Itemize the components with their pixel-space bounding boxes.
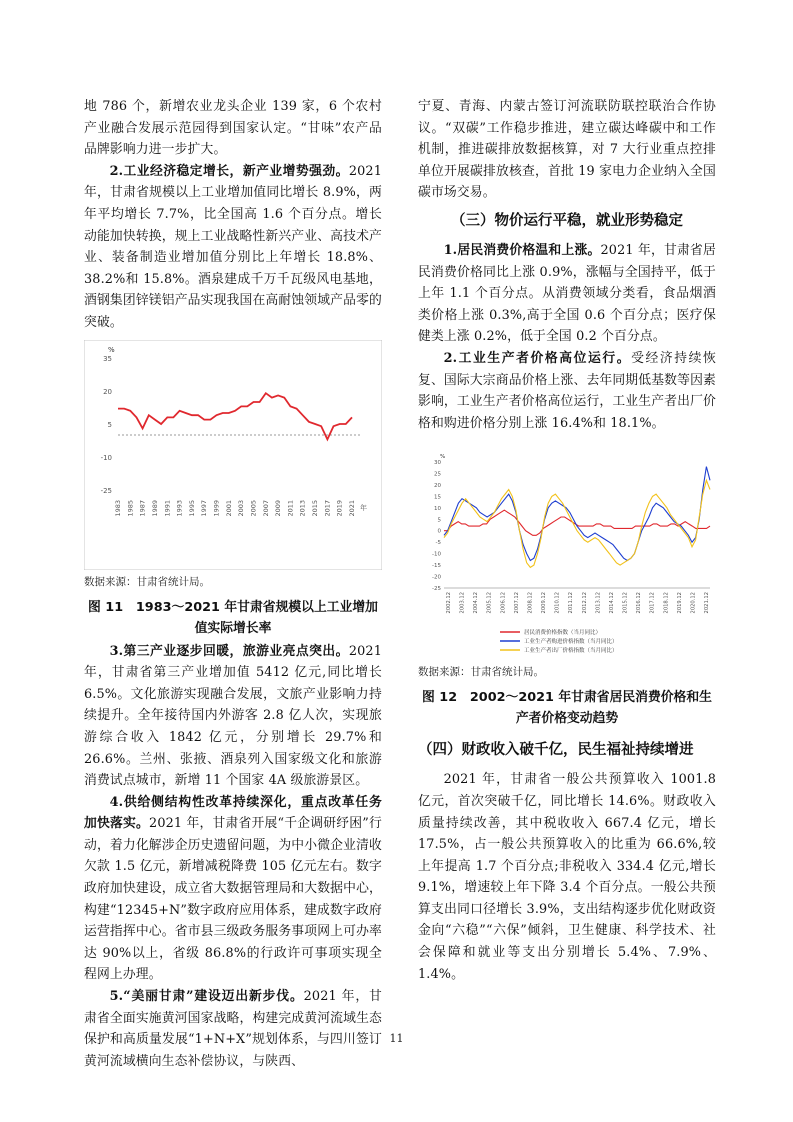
figure-12-caption: 图 12 2002～2021 年甘肃省居民消费价格和生产者价格变动趋势	[422, 690, 712, 727]
figure-11-x-tick-label: 1991	[163, 499, 172, 517]
figure-12-x-tick-label: 2008.12	[527, 592, 534, 614]
figure-12-x-tick-label: 2003.12	[459, 592, 466, 614]
paragraph-cpi	[418, 240, 716, 348]
figure-11-unit-label: %	[108, 345, 115, 354]
figure-12-y-tick-label: 10	[434, 506, 441, 513]
heading-ppi: 2.工业生产者价格高位运行。	[443, 350, 632, 366]
heading-industry: 2.工业经济稳定增长，新产业增势强劲。	[109, 163, 349, 179]
figure-11-x-tick-label: 2017	[323, 499, 332, 517]
paragraph-agriculture: 地 786 个，新增农业龙头企业 139 家，6 个农村产业融合发展示范园得到国家认定。“甘味”农产品品牌影响力进一步扩大。	[84, 99, 382, 158]
figure-12-y-tick-label: 0	[437, 529, 441, 536]
figure-12-legend-label: 居民消费价格指数（当月同比）	[524, 630, 602, 637]
figure-11-x-tick-label: 2011	[286, 499, 295, 517]
figure-12-line-chart	[418, 450, 716, 660]
figure-11-y-tick-label: 20	[103, 387, 112, 396]
figure-12-y-tick-label: 20	[434, 483, 441, 490]
figure-12-x-tick-label: 2015.12	[622, 592, 629, 614]
figure-12-source: 数据来源：甘肃省统计局。	[418, 666, 544, 679]
figure-11-x-tick-label: 2013	[298, 499, 307, 517]
text-industry: 2021 年，甘肃省规模以上工业增加值同比增长 8.9%，两年平均增长 7.7%，比全国高 1.6 个百分点。增长动能加快转换，规上工业战略性新兴产业、高技术产业、装备制造业增加值分别比上年增长 18.8%、38.2%和 15.8%。酒泉建成千万千瓦级风电基地，酒钢集团锌镁铝产品实现我国在高耐蚀领域产品零的突破。	[84, 163, 382, 330]
paragraph-industry	[84, 161, 382, 334]
figure-11-x-tick-label: 2001	[224, 499, 233, 517]
paragraph-beautiful-gansu	[84, 986, 382, 1072]
figure-11-caption: 图 11 1983～2021 年甘肃省规模以上工业增加值实际增长率	[88, 599, 378, 636]
page-number: 11	[389, 1032, 404, 1045]
figure-12-y-tick-label: 5	[437, 517, 441, 524]
text-tertiary: 2021 年，甘肃省第三产业增加值 5412 亿元,同比增长 6.5%。文化旅游实现融合发展，文旅产业影响力持续提升。全年接待国内外游客 2.8 亿人次，实现旅游综合收入 1842 亿元，分别增长 29.7%和 26.6%。兰州、张掖、酒泉列入国家级文化和旅游消费试点城市，新增 11 个国家 4A 级旅游景区。	[84, 643, 382, 789]
paragraph-fiscal: 2021 年，甘肃省一般公共预算收入 1001.8 亿元，首次突破千亿，同比增长 14.6%。财政收入质量持续改善，其中税收收入 667.4 亿元，增长 17.5%，占一般公共预算收入的比重为 66.6%,较上年提高 1.7 个百分点;非税收入 334.4 亿元,增长 9.1%，增速较上年下降 3.4 个百分点。一般公共预算支出同口径增长 3.9%，支出结构逐步优化财政资金向“六稳”“六保”倾斜，卫生健康、科学技术、社会保障和就业等支出分别增长 5.4%、7.9%、1.4%。	[418, 772, 716, 982]
figure-12-y-tick-label: -20	[432, 574, 441, 581]
figure-12-x-tick-label: 2014.12	[608, 592, 615, 614]
figure-12-x-tick-label: 2012.12	[581, 592, 588, 614]
text-cpi: 2021 年，甘肃省居民消费价格同比上涨 0.9%，涨幅与全国持平，低于上年 1.1 个百分点。从消费领域分类看，食品烟酒类价格上涨 0.3%,高于全国 0.6 个百分点；医疗保健类上涨 0.2%，低于全国 0.2 个百分点。	[418, 242, 716, 345]
figure-11-y-tick-label: 35	[103, 354, 112, 363]
figure-12-legend-label: 工业生产者购进价格指数（当月同比）	[524, 639, 618, 646]
text-ppi: 受经济持续恢复、国际大宗商品价格上涨、去年同期低基数等因素影响，工业生产者价格高位运行，工业生产者出厂价格和购进价格分别上涨 16.4%和 18.1%。	[418, 350, 716, 431]
figure-11-x-tick-label: 2005	[249, 499, 258, 517]
text-beautiful-gansu: 2021 年，甘肃省全面实施黄河国家战略，构建完成黄河流域生态保护和高质量发展“1+N+X”规划体系，与四川签订黄河流域横向生态补偿协议，与陕西、	[84, 989, 382, 1069]
figure-12-y-tick-label: -15	[432, 563, 441, 570]
figure-12-y-tick-label: 15	[434, 494, 441, 501]
figure-11-line-chart	[84, 340, 382, 570]
paragraph-continuation: 宁夏、青海、内蒙古签订河流联防联控联治合作协议。“双碳”工作稳步推进，建立碳达峰碳中和工作机制，推进碳排放数据核算，对 7 大行业重点控排单位开展碳排放核查，首批 19 家电力企业纳入全国碳市场交易。	[418, 99, 716, 201]
paragraph-reform	[84, 792, 382, 986]
figure-11-x-tick-label: 2009	[274, 499, 283, 517]
section-4-title: （四）财政收入破千亿，民生福祉持续增进	[418, 742, 694, 759]
figure-11-x-tick-label: 1999	[212, 499, 221, 517]
figure-12-y-tick-label: -5	[435, 540, 441, 547]
figure-11-x-tick-label: 2015	[311, 499, 320, 517]
figure-11-x-tick-label: 1995	[187, 499, 196, 517]
figure-12-x-tick-label: 2018.12	[663, 592, 670, 614]
figure-12-x-tick-label: 2002.12	[446, 592, 452, 614]
figure-11-x-tick-label: 2003	[237, 499, 246, 517]
section-3-title: （三）物价运行平稳，就业形势稳定	[451, 212, 683, 229]
figure-12-x-tick-label: 2006.12	[500, 592, 507, 614]
figure-11-x-tick-label: 1997	[200, 499, 209, 517]
figure-11-x-tick-label: 2007	[261, 499, 270, 517]
figure-11-source: 数据来源：甘肃省统计局。	[84, 575, 210, 588]
paragraph-ppi	[418, 348, 716, 434]
figure-11-y-tick-label: -10	[100, 453, 112, 462]
figure-12-x-tick-label: 2021.12	[704, 592, 710, 614]
figure-12-x-tick-label: 2004.12	[473, 592, 480, 614]
figure-12-x-tick-label: 2016.12	[636, 592, 643, 614]
figure-11-x-tick-label: 1985	[126, 499, 135, 517]
figure-12-y-tick-label: 25	[434, 471, 441, 478]
figure-12-x-tick-label: 2020.12	[690, 592, 697, 614]
figure-12-y-tick-label: -25	[432, 586, 441, 593]
figure-11-year-label: 年	[360, 503, 367, 512]
heading-beautiful-gansu: 5.“美丽甘肃”建设迈出新步伐。	[109, 989, 304, 1005]
figure-11-y-tick-label: -25	[100, 486, 112, 495]
right-column	[418, 96, 716, 985]
heading-cpi: 1.居民消费价格温和上涨。	[443, 242, 601, 258]
text-reform: 2021 年，甘肃省开展“千企调研纾困”行动，着力化解涉企历史遗留问题，为中小微企业清收欠款 1.5 亿元，新增减税降费 105 亿元左右。数字政府加快建设，成立省大数据管理局和大数据中心，构建“12345+N”数字政府应用体系，建成数字政府运营指挥中心。省市县三级政务服务事项网上可办率达 90%以上，省级 86.8%的行政许可事项实现全程网上办理。	[84, 816, 382, 983]
figure-11-x-tick-label: 1987	[138, 499, 147, 517]
figure-12-x-tick-label: 2005.12	[486, 592, 493, 614]
figure-12-x-tick-label: 2019.12	[676, 592, 683, 614]
figure-12-legend-label: 工业生产者出厂价格指数（当月同比）	[524, 648, 618, 655]
figure-12-unit-label: %	[440, 454, 446, 461]
figure-12-x-tick-label: 2017.12	[649, 592, 656, 614]
figure-11-frame	[84, 340, 382, 570]
left-column	[84, 96, 382, 1072]
figure-12-x-tick-label: 2010.12	[554, 592, 561, 614]
figure-12-x-tick-label: 2011.12	[568, 592, 575, 614]
heading-tertiary: 3.第三产业逐步回暖，旅游业亮点突出。	[109, 643, 349, 659]
figure-11-x-tick-label: 1993	[175, 499, 184, 517]
figure-12-x-tick-label: 2009.12	[541, 592, 548, 614]
figure-11-x-tick-label: 2019	[335, 499, 344, 517]
paragraph-tertiary	[84, 641, 382, 792]
heading-reform: 4.供给侧结构性改革持续深化，重点改革任务加快落实。	[84, 794, 382, 832]
figure-11-x-tick-label: 1989	[150, 499, 159, 517]
figure-11-x-tick-label: 1983	[114, 499, 122, 517]
figure-12-x-tick-label: 2007.12	[513, 592, 520, 614]
figure-12-y-tick-label: -10	[432, 551, 441, 558]
figure-12-y-tick-label: 30	[434, 460, 441, 467]
figure-11-x-tick-label: 2021	[348, 499, 356, 517]
figure-11-y-tick-label: 5	[107, 420, 112, 429]
figure-12-x-tick-label: 2013.12	[595, 592, 602, 614]
